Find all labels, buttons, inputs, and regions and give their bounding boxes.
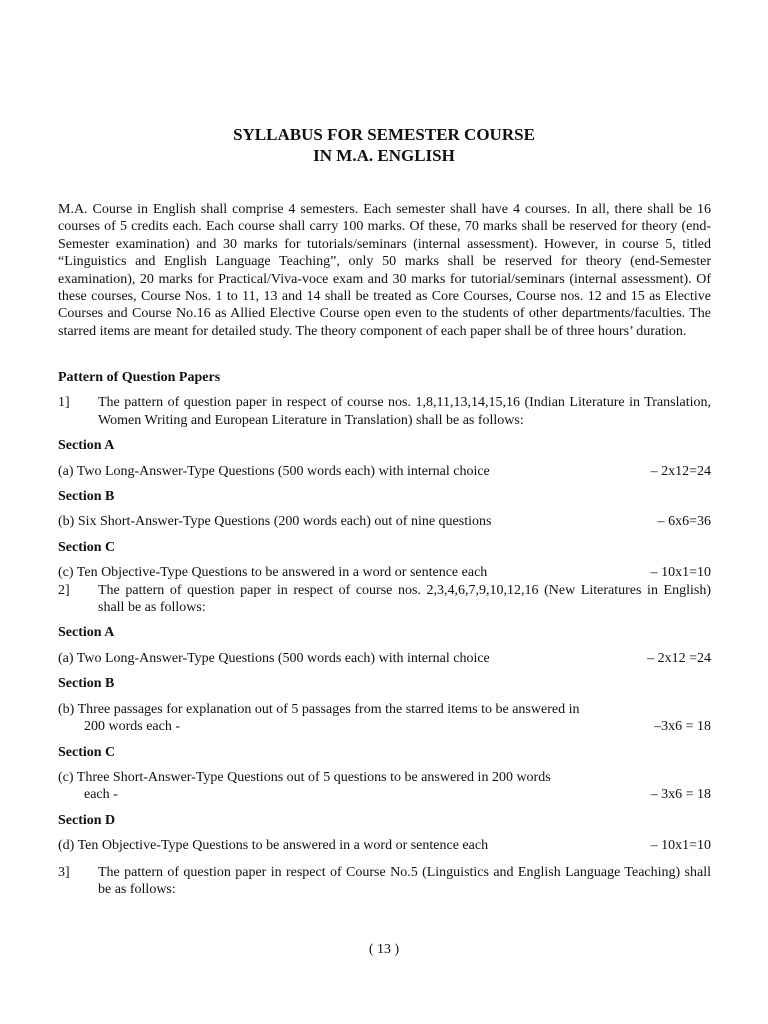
- pattern-text: The pattern of question paper in respect of course nos. 1,8,11,13,14,15,16 (Indian Literature in Translation, Women Writing and European Literature in Translation) shall be as follows:: [98, 395, 711, 428]
- section-heading: Section B: [58, 489, 115, 505]
- pattern-item-1: [58, 394, 711, 429]
- question-row: [58, 650, 711, 667]
- section-heading: Section A: [58, 438, 115, 454]
- section-heading: Section A: [58, 625, 115, 641]
- pattern-item-3: [58, 864, 711, 899]
- question-text-line-2: each -: [84, 787, 118, 803]
- title-line-1: SYLLABUS FOR SEMESTER COURSE: [233, 125, 535, 144]
- question-text: (a) Two Long-Answer-Type Questions (500 words each) with internal choice: [58, 463, 490, 479]
- question-marks: – 10x1=10: [650, 565, 711, 581]
- question-marks: –3x6 = 18: [654, 719, 711, 735]
- pattern-number: 1]: [58, 395, 70, 411]
- pattern-heading: Pattern of Question Papers: [58, 370, 221, 385]
- question-marks: – 2x12 =24: [647, 650, 711, 666]
- question-row: [58, 786, 711, 803]
- question-row: [58, 513, 711, 530]
- question-pattern-body: [58, 369, 711, 898]
- question-text-line-1: (b) Three passages for explanation out of 5 passages from the starred items to be answered in: [58, 701, 580, 717]
- question-text: (c) Ten Objective-Type Questions to be answered in a word or sentence each: [58, 565, 488, 581]
- document-title: [0, 124, 768, 166]
- title-line-2: IN M.A. ENGLISH: [313, 146, 455, 165]
- question-marks: – 2x12=24: [650, 463, 711, 479]
- section-heading: Section C: [58, 539, 116, 555]
- pattern-item-2: [58, 582, 711, 617]
- pattern-text: The pattern of question paper in respect of course nos. 2,3,4,6,7,9,10,12,16 (New Literatures in English) shall be as follows:: [98, 582, 711, 616]
- question-marks: – 3x6 = 18: [650, 787, 711, 803]
- page-number: ( 13 ): [368, 942, 400, 957]
- question-marks: – 6x6=36: [657, 514, 711, 530]
- question-marks: – 10x1=10: [650, 838, 711, 854]
- question-row: [58, 837, 711, 854]
- question-text: (b) Six Short-Answer-Type Questions (200 words each) out of nine questions: [58, 514, 492, 530]
- question-row: [58, 718, 711, 735]
- section-heading: Section D: [58, 812, 116, 828]
- pattern-number: 2]: [58, 582, 70, 598]
- question-text: (a) Two Long-Answer-Type Questions (500 words each) with internal choice: [58, 650, 490, 666]
- pattern-text: The pattern of question paper in respect of Course No.5 (Linguistics and English Language Teaching) shall be as follows:: [98, 864, 711, 897]
- intro-paragraph: M.A. Course in English shall comprise 4 semesters. Each semester shall have 4 courses. In all, there shall be 16 courses of 5 credits each. Each course shall carry 100 marks. Of these, 70 marks shall be reserved for theory (end-Semester examination) and 30 marks for tutorials/seminars (internal assessment). However, in course 5, titled “Linguistics and English Language Teaching”, only 50 marks shall be reserved for theory (end-Semester examination), 20 marks for Practical/Viva-voce exam and 30 marks for tutorial/seminars (internal assessment). Of these courses, Course Nos. 1 to 11, 13 and 14 shall be treated as Core Courses, Course nos. 12 and 15 as Elective Courses and Course No.16 as Allied Elective Course open even to the students of other departments/faculties. The starred items are meant for detailed study. The theory component of each paper shall be of three hours’ duration.: [58, 202, 711, 339]
- section-heading: Section C: [58, 744, 116, 760]
- question-row: [58, 463, 711, 480]
- pattern-number: 3]: [58, 864, 70, 880]
- question-text-line-1: (c) Three Short-Answer-Type Questions out of 5 questions to be answered in 200 words: [58, 769, 551, 785]
- question-text: (d) Ten Objective-Type Questions to be answered in a word or sentence each: [58, 838, 489, 854]
- question-text-line-2: 200 words each -: [84, 719, 181, 735]
- section-heading: Section B: [58, 676, 115, 692]
- question-row: [58, 564, 711, 581]
